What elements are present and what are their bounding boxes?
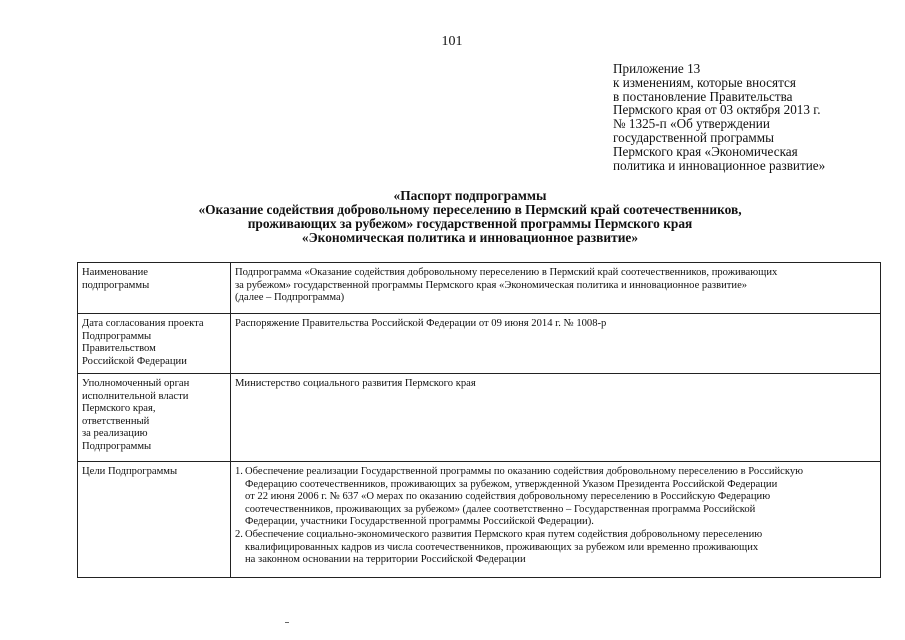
goal-line: квалифицированных кадров из числа соотечественников, проживающих за рубежом или временно проживающих [245, 541, 759, 553]
label-line: Правительством [82, 343, 156, 355]
row-value [231, 314, 881, 374]
value-line: Министерство социального развития Пермского края [235, 378, 476, 389]
appendix-line: политика и инновационное развитие» [613, 157, 826, 173]
appendix-line: Приложение 13 [613, 61, 701, 76]
goal-line: Федерацию соотечественников, проживающих за рубежом, утвержденной Указом Президента Российской Федерации [245, 478, 778, 490]
goal-number: 1. [235, 466, 243, 477]
title-line: проживающих за рубежом» государственной программы Пермского края [247, 216, 693, 231]
scan-margin-mark [285, 622, 289, 623]
goal-line: соотечественников, проживающих за рубежом» (далее соответственно – Государственная программа Российской [245, 503, 756, 515]
appendix-line: № 1325-п «Об утверждении [613, 116, 770, 132]
row-value [231, 263, 881, 314]
label-line: исполнительной власти [82, 390, 189, 402]
goal-item [235, 466, 876, 529]
appendix-line: Пермского края «Экономическая [613, 143, 798, 159]
label-line: Цели Подпрограммы [82, 466, 178, 477]
value-line: Подпрограмма «Оказание содействия добровольному переселению в Пермский край соотечественников, проживающих [235, 267, 778, 278]
goal-text [245, 466, 803, 529]
passport-table [77, 262, 881, 578]
goal-number: 2. [235, 528, 243, 540]
value-line: Распоряжение Правительства Российской Федерации от 09 июня 2014 г. № 1008-р [235, 318, 607, 329]
goal-line: на законном основании на территории Российской Федерации [245, 554, 526, 566]
appendix-line: Пермского края от 03 октября 2013 г. [613, 102, 821, 118]
value-line: за рубежом» государственной программы Пермского края «Экономическая политика и инновационное развитие» [235, 279, 748, 291]
goal-line: Обеспечение реализации Государственной программы по оказанию содействия добровольному переселению в Российскую [245, 466, 804, 477]
label-line: подпрограммы [82, 279, 150, 291]
label-line: за реализацию [82, 428, 148, 440]
value-line: (далее – Подпрограмма) [235, 292, 345, 304]
label-line: Российской Федерации [82, 355, 187, 367]
goal-line: Федерации, участники Государственной программы Российской Федерации). [245, 516, 594, 528]
goal-text [245, 529, 762, 567]
goal-line: Обеспечение социально-экономического развития Пермского края путем содействия добровольному переселению [245, 528, 763, 540]
label-line: ответственный [82, 415, 150, 427]
goal-item [235, 529, 876, 567]
appendix-line: к изменениям, которые вносятся [613, 74, 796, 90]
label-line: Подпрограммы [82, 330, 152, 342]
table-row-goals [78, 462, 881, 578]
appendix-line: государственной программы [613, 129, 774, 145]
row-label [78, 314, 231, 374]
label-line: Пермского края, [82, 403, 156, 415]
label-line: Наименование [82, 267, 148, 278]
goal-line: от 22 июня 2006 г. № 637 «О мерах по оказанию содействия добровольному переселению в Российскую Федерацию [245, 491, 771, 503]
passport-title [60, 189, 880, 245]
label-line: Уполномоченный орган [82, 378, 190, 389]
table-row-responsible-body [78, 374, 881, 462]
row-label [78, 374, 231, 462]
label-line: Дата согласования проекта [82, 318, 204, 329]
table-row-name [78, 263, 881, 314]
label-line: Подпрограммы [82, 440, 152, 452]
appendix-line: в постановление Правительства [613, 88, 793, 104]
title-line: «Паспорт подпрограммы [393, 188, 547, 203]
table-row-approval-date [78, 314, 881, 374]
row-value [231, 462, 881, 578]
appendix-note [613, 62, 893, 172]
row-label [78, 462, 231, 578]
row-label [78, 263, 231, 314]
title-line: «Экономическая политика и инновационное развитие» [301, 230, 639, 245]
title-line: «Оказание содействия добровольному переселению в Пермский край соотечественников, [198, 202, 742, 217]
row-value [231, 374, 881, 462]
page-number: 101 [441, 34, 463, 49]
